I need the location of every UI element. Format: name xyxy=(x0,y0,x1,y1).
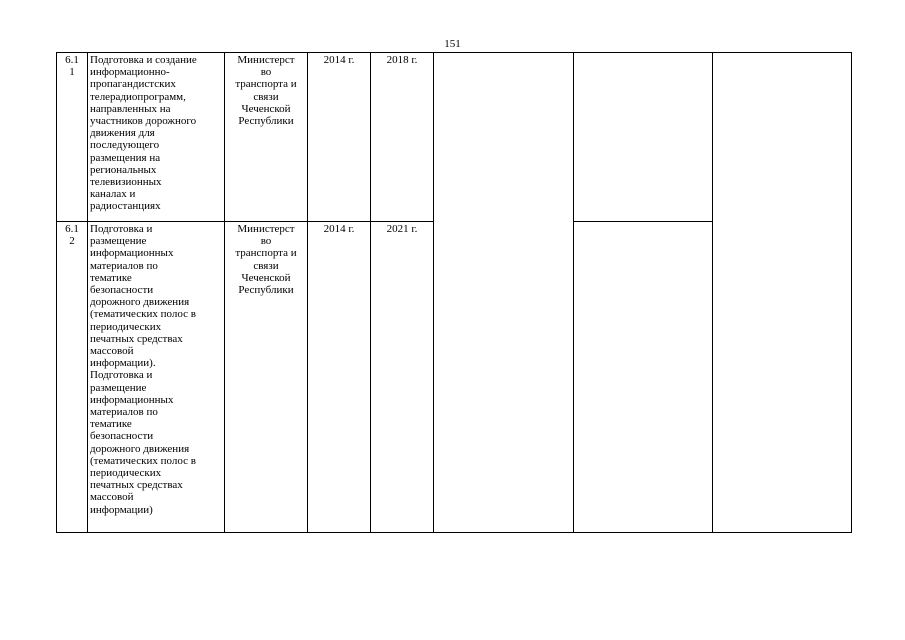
row-number-cell xyxy=(57,53,88,222)
description-cell xyxy=(88,53,225,222)
empty-cell xyxy=(574,222,713,533)
end-year: 2018 г. xyxy=(386,54,418,66)
measure-description: Подготовка и размещение информационных материалов по тематике безопасности дорожного движения (тематических полос в периодических печатных средствах массовой информации). Подготовка и размещение информационных материалов по тематике безопасности дорожного движения (тематических полос в периодических печатных средствах массовой информации) xyxy=(90,223,196,516)
row-number-cell xyxy=(57,222,88,533)
empty-cell xyxy=(574,53,713,222)
executor-cell xyxy=(225,53,308,222)
table-row xyxy=(57,53,852,222)
start-year-cell xyxy=(308,53,371,222)
measures-table xyxy=(56,52,852,533)
executor-name: Министерст во транспорта и связи Чеченской Республики xyxy=(235,223,297,297)
row-number: 6.1 1 xyxy=(65,54,79,79)
end-year-cell xyxy=(371,222,434,533)
empty-cell-merged xyxy=(434,53,574,533)
start-year: 2014 г. xyxy=(323,54,355,66)
page-number: 151 xyxy=(444,38,461,50)
executor-name: Министерст во транспорта и связи Чеченской Республики xyxy=(235,54,297,128)
measure-description: Подготовка и создание информационно- пропагандистских телерадиопрограмм, направленных на участников дорожного движения для последующего размещения на региональных телевизионных каналах и радиостанциях xyxy=(90,54,197,213)
executor-cell xyxy=(225,222,308,533)
start-year: 2014 г. xyxy=(323,223,355,235)
end-year: 2021 г. xyxy=(386,223,418,235)
start-year-cell xyxy=(308,222,371,533)
description-cell xyxy=(88,222,225,533)
empty-cell-merged xyxy=(713,53,852,533)
row-number: 6.1 2 xyxy=(65,223,79,248)
end-year-cell xyxy=(371,53,434,222)
